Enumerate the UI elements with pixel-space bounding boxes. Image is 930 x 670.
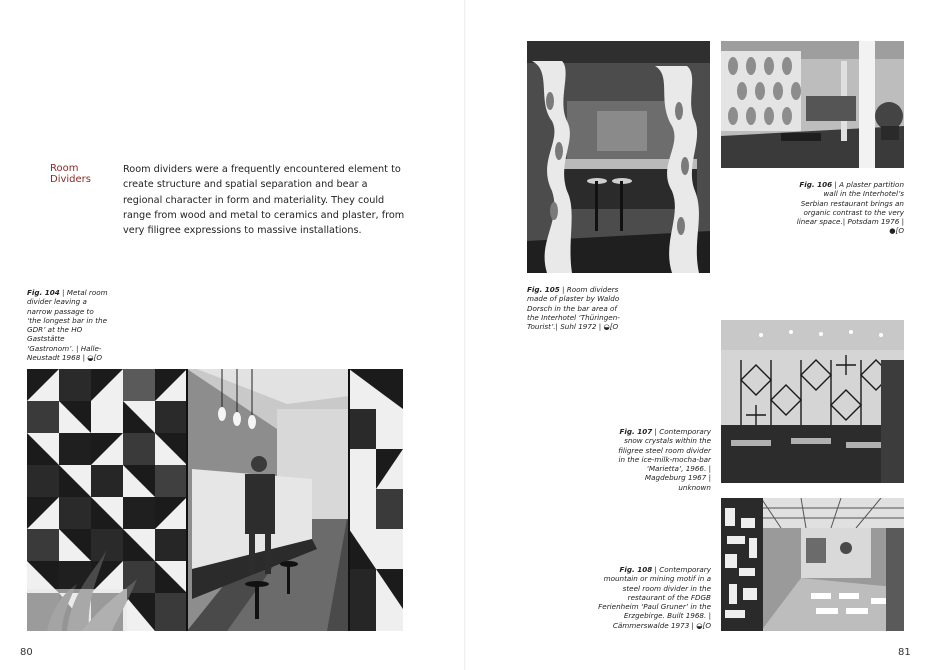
fig-105-photo <box>527 41 710 273</box>
fig-107-label: Fig. 107 <box>619 427 653 436</box>
fig-108-caption <box>596 565 711 630</box>
fig-104-photo <box>27 369 403 631</box>
fig-106-label: Fig. 106 <box>799 180 833 189</box>
fig-105-text: | Room dividers made of plaster by Waldo Dorsch in the bar area of the Interhotel ‘Thüringen-Tourist’.| Suhl 1972 | ◒[O <box>527 285 620 332</box>
page-number-left: 80 <box>20 647 33 658</box>
fig-104-label: Fig. 104 <box>27 288 60 297</box>
page-number-right: 81 <box>898 647 911 658</box>
fig-108-text: | Contemporary mountain or mining motif in a steel room divider in the restaurant of the FDGB Ferienheim ‘Paul Gruner’ in the Erzgebirge. Built 1968. | Cämmerswalde 1973 | ◒[O <box>598 565 711 630</box>
fig-106-text: | A plaster partition wall in the Interhotel’s Serbian restaurant brings an organic contrast to the very linear space.| Potsdam 1976 | ●[O <box>796 180 904 236</box>
fig-104-caption <box>27 288 109 362</box>
book-gutter <box>464 0 466 670</box>
fig-107-photo <box>721 320 904 483</box>
fig-107-text: | Contemporary snow crystals within the filigree steel room divider in the ice-milk-mocha-bar ‘Marietta’, 1966. | Magdeburg 1967 | unknown <box>618 427 711 492</box>
fig-108-photo <box>721 498 904 631</box>
fig-107-caption <box>614 427 711 492</box>
fig-105-label: Fig. 105 <box>527 285 560 294</box>
fig-105-caption <box>527 285 622 331</box>
section-label-room-dividers: Room Dividers <box>50 163 91 185</box>
fig-104-text: | Metal room divider leaving a narrow passage to ‘the longest bar in the GDR’ at the HO Gaststätte ‘Gastronom’. | Halle-Neustadt 1968 | ◒[O <box>27 288 108 363</box>
room-dividers-body-text: Room dividers were a frequently encountered element to create structure and spatial separation and bear a regional character in form and materiality. They could range from wood and metal to ceramics and plaster, from very filigree expressions to massive installations. <box>123 164 405 237</box>
fig-108-label: Fig. 108 <box>619 565 653 574</box>
fig-106-caption <box>795 180 904 236</box>
fig-106-photo <box>721 41 904 168</box>
